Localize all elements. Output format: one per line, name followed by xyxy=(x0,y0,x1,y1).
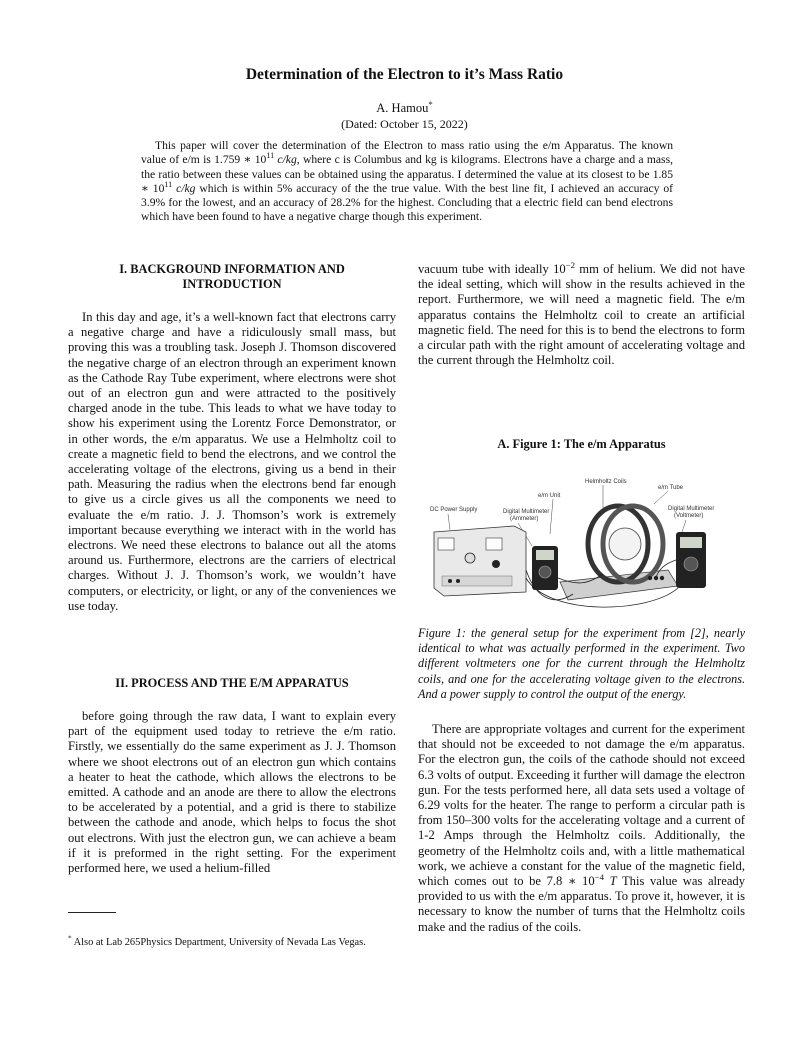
em-apparatus-figure xyxy=(428,474,724,622)
voltmeter-shape xyxy=(676,532,706,588)
abstract xyxy=(141,139,673,225)
abstract-unit: c/kg xyxy=(274,153,297,167)
label-dmm-ammeter-sub: (Ammeter) xyxy=(510,516,539,522)
footnote-mark: * xyxy=(68,934,72,943)
abstract-exponent: 11 xyxy=(266,151,275,161)
abstract-text: , where c is Columbus and kg is kilograms. Electrons have a charge and a mass, the ratio between these values can be obtained using the apparatus. I determined the value at its closest to be 1.85 ∗ 10 xyxy=(141,153,673,195)
abstract-text: This paper will cover the determination of the Electron to mass ratio using the e/m Apparatus. The known value of e/m is 1.759 ∗ 10 xyxy=(141,139,673,167)
para-unit: T xyxy=(604,874,617,889)
paper-title: Determination of the Electron to it’s Mass Ratio xyxy=(245,66,564,83)
label-em-tube: e/m Tube xyxy=(658,485,684,491)
para-text: There are appropriate voltages and current for the experiment that should not be exceeded to not damage the e/m apparatus. For the electron gun, the coils of the cathode should not exceed 6.3 volts of output. Exceeding it further will damage the electron gun. For the tests performed here, all data sets used a voltage of 6.29 volts for the heater. The range to perform a circular path is from 150–300 volts for the accelerating voltage and a current of 1-2 Amps through the Helmholtz coils. Additionally, the geometry of the Helmholtz coils and, with a little mathematical work, we achieve a constant for the value of the magnetic field, which comes out to be 7.8 ∗ 10 xyxy=(418,722,745,889)
right-col-para-2 xyxy=(418,722,745,935)
section-heading-1: I. BACKGROUND INFORMATION AND INTRODUCTION xyxy=(119,262,345,291)
footnote-rule xyxy=(68,912,116,913)
abstract-unit: c/kg xyxy=(172,181,196,195)
label-dmm-voltmeter-sub: (Voltmeter) xyxy=(674,513,704,519)
author-line xyxy=(0,98,809,116)
para-text: mm of helium. We did not have the ideal setting, which will show in the results achieved in the report. Furthermore, we will need a magnetic field. The e/m apparatus contains the Helmholtz coil to create an artificial magnetic field. The need for this is to bend the electrons to form a circular path with the right amount of accelerating voltage and the current through the Helmholtz coil. xyxy=(418,262,745,368)
em-unit-shape xyxy=(560,506,678,600)
footnote xyxy=(68,936,398,949)
date-line: (Dated: October 15, 2022) xyxy=(341,117,468,131)
right-col-para-1 xyxy=(418,259,745,368)
label-em-unit: e/m Unit xyxy=(538,493,561,499)
para-text: This value was already provided to us with the e/m apparatus. To prove it, however, it is necessary to know the number of turns that the Helmholtz coils make and the radius of the coils. xyxy=(418,874,746,934)
para-exponent: −2 xyxy=(565,259,576,270)
abstract-exponent: 11 xyxy=(164,180,173,190)
author-footnote-mark: * xyxy=(428,98,433,109)
figure-1-caption: Figure 1: the general setup for the experiment from [2], nearly identical to what was actually performed in the experiment. Two different voltmeters one for the current through the Helmholtz coils, and one for the accelerating voltage given to the electrons. And a power supply to control the output of the energy. xyxy=(418,626,745,701)
label-helmholtz-coils: Helmholtz Coils xyxy=(585,479,627,485)
dc-power-supply-shape xyxy=(434,526,526,596)
ammeter-shape xyxy=(532,546,558,590)
para-text: vacuum tube with ideally 10 xyxy=(418,262,566,276)
abstract-text: which is within 5% accuracy of the the true value. With the best line fit, I achieved an accuracy of 3.9% for the lowest, and an accuracy of 28.2% for the highest. Concluding that a electric field can bend electrons which have been found to have a negative charge though this experiment. xyxy=(141,181,673,224)
label-dmm-voltmeter: Digital Multimeter xyxy=(668,506,715,512)
label-dmm-ammeter: Digital Multimeter xyxy=(503,509,550,515)
author-name: A. Hamou xyxy=(376,101,429,115)
section-heading-2: II. PROCESS AND THE E/M APPARATUS xyxy=(115,676,349,690)
section-2-body: before going through the raw data, I want to explain every part of the equipment used today to retrieve the e/m ratio. Firstly, we essentially do the same experiment as J. J. Thomson where we shoot electrons out of an electron gun which contains a heater to heat the cathode, which allows the electrons to be emitted. A cathode and an anode are there to allow the electrons to be accelerated by a potential, and a grid is there to stabilize between the cathode and anode, which helps to focus the shot out electrons. With just the electron gun, we can achieve a beam if it is preformed in the right setting. For the experiment performed here, we used a helium-filled xyxy=(68,709,396,876)
footnote-text: Also at Lab 265Physics Department, University of Nevada Las Vegas. xyxy=(71,937,366,948)
section-1-body: In this day and age, it’s a well-known fact that electrons carry a negative charge and have a ridiculously small mass, but proving this was a troubling task. Joseph J. Thomson discovered the negative charge of an electron through an experiment known as the Cathode Ray Tube experiment, where electrons were shot out of an electron gun and were attracted to the positively charged anode in the tube. This leads to what we have today to show his experiment using the Lorentz Force Demonstrator, or in other words, the e/m apparatus. We use a Helmholtz coil to create a magnetic field to bend the electrons, and we control the accelerating voltage of the electrons, giving us a bend in their path. Measuring the radius when the electrons bend far enough to give us a circle gives us all the components we need to evaluate the e/m ratio. J. J. Thomson’s work is extremely important because everything we interact with in the world has electrons. We need these electrons to balance out all the atoms around us. Furthermore, electrons are the carriers of electrical charges. Without J. J. Thomson’s work, we wouldn’t have computers, or electricity, or light, or any of the conveniences we use today. xyxy=(68,310,396,613)
subsection-heading-a: A. Figure 1: The e/m Apparatus xyxy=(497,437,666,451)
para-exponent: −4 xyxy=(594,871,605,882)
label-dc-power-supply: DC Power Supply xyxy=(430,507,478,513)
